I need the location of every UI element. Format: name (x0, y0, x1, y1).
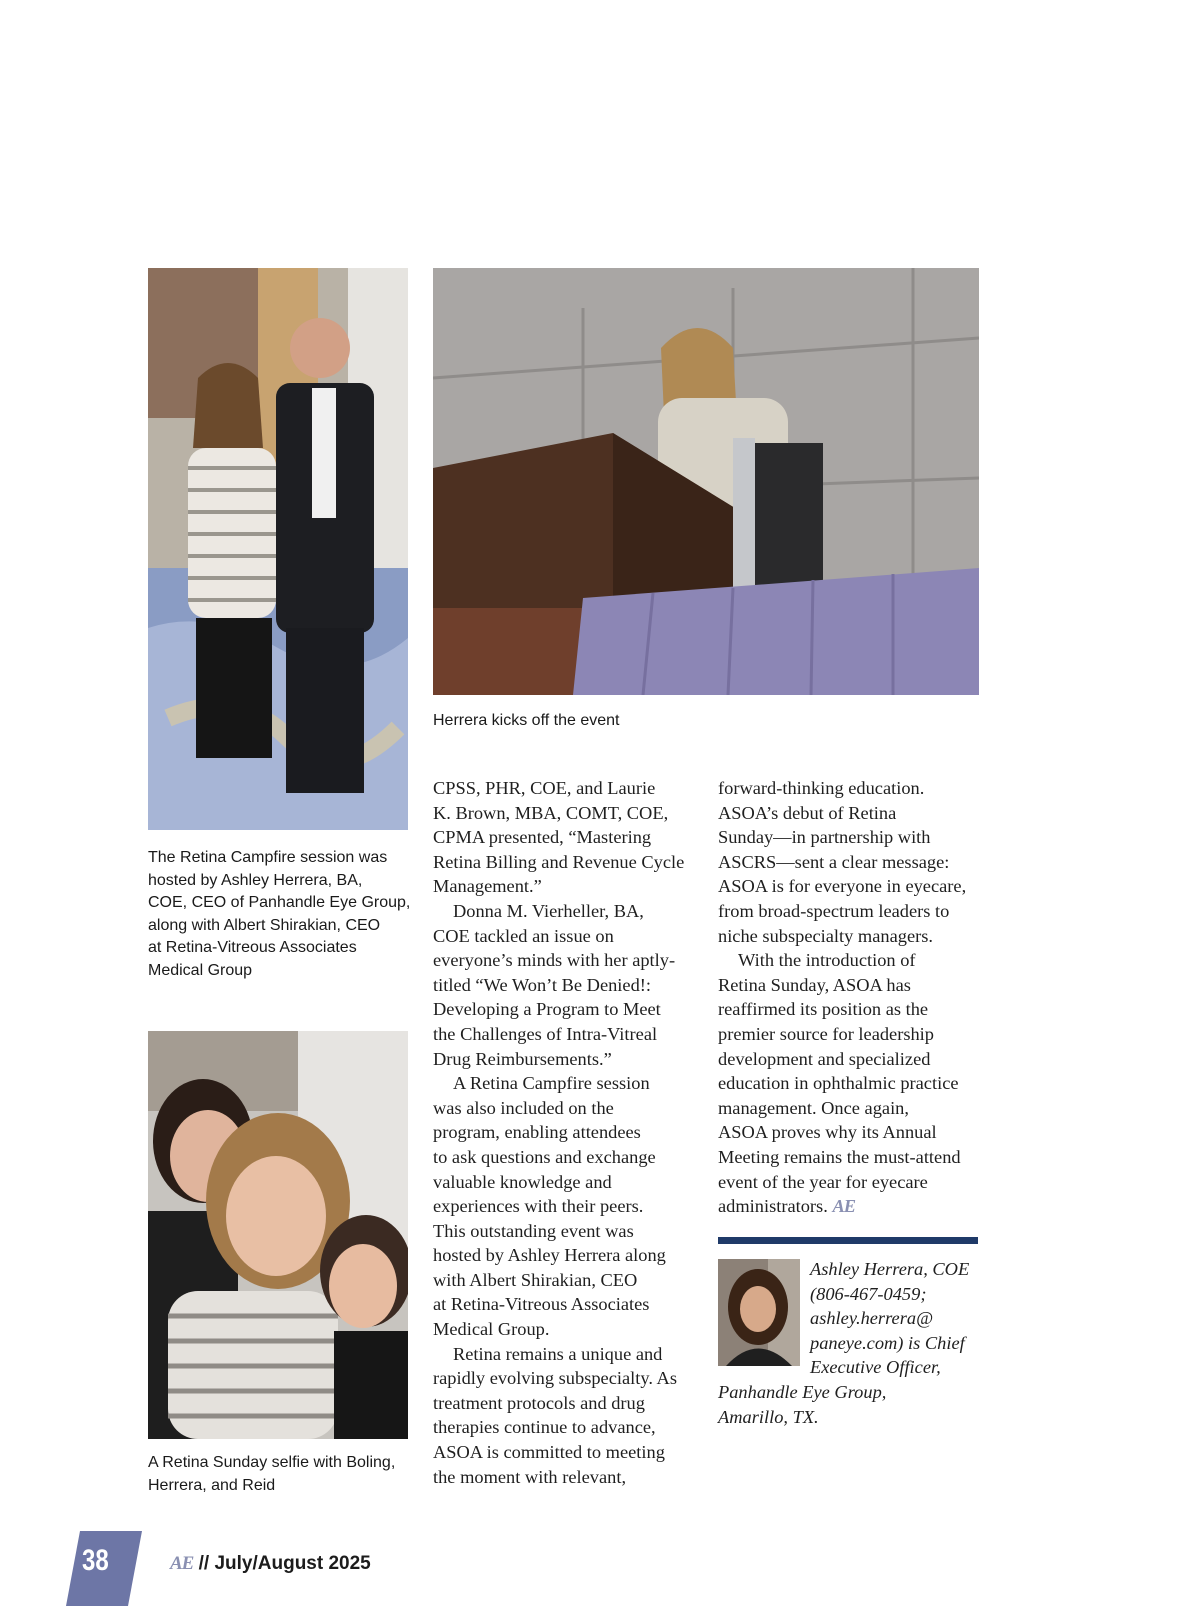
article-line: CPMA presented, “Mastering (433, 827, 652, 848)
caption-line: along with Albert Shirakian, CEO (148, 916, 381, 934)
article-line: This outstanding event was (433, 1220, 634, 1241)
author-bio (718, 1257, 980, 1429)
caption-line: hosted by Ashley Herrera, BA, (148, 871, 363, 889)
bio-line: Panhandle Eye Group, (718, 1381, 887, 1402)
ae-logo: AE (170, 1553, 194, 1574)
photo-retina-sunday-selfie (148, 1031, 408, 1439)
article-line: premier source for leadership (718, 1023, 934, 1044)
article-line: at Retina-Vitreous Associates (433, 1294, 650, 1315)
article-line: K. Brown, MBA, COMT, COE, (433, 802, 669, 823)
article-line: treatment protocols and drug (433, 1392, 645, 1413)
article-line: the Challenges of Intra-Vitreal (433, 1023, 658, 1044)
bio-line: paneye.com) is Chief (810, 1332, 965, 1353)
caption-selfie (148, 1452, 418, 1497)
article-line: was also included on the (433, 1097, 614, 1118)
caption-podium: Herrera kicks off the event (433, 712, 620, 729)
article-line: administrators. AE (718, 1196, 855, 1217)
article-line: to ask questions and exchange (433, 1146, 656, 1167)
article-line: valuable knowledge and (433, 1171, 612, 1192)
article-line: education in ophthalmic practice (718, 1073, 959, 1094)
article-line: Developing a Program to Meet (433, 999, 661, 1020)
article-line: therapies continue to advance, (433, 1417, 656, 1438)
end-mark: AE (832, 1196, 855, 1217)
article-line: reaffirmed its position as the (718, 999, 929, 1020)
bio-line: ashley.herrera@ (810, 1308, 933, 1329)
caption-campfire-session (148, 847, 418, 982)
article-line: With the introduction of (738, 950, 916, 971)
article-line: ASOA proves why its Annual (718, 1122, 937, 1143)
article-line: ASOA is committed to meeting (433, 1442, 665, 1463)
bio-line: Ashley Herrera, COE (810, 1259, 970, 1279)
article-line: everyone’s minds with her aptly- (433, 950, 676, 971)
caption-line: Herrera, and Reid (148, 1476, 276, 1494)
article-line: Sunday—in partnership with (718, 827, 931, 848)
author-headshot (718, 1259, 800, 1366)
article-line: Meeting remains the must-attend (718, 1146, 961, 1167)
caption-line: Medical Group (148, 961, 253, 979)
article-column-2 (718, 776, 988, 1219)
article-line: COE tackled an issue on (433, 925, 614, 946)
article-column-1 (433, 776, 708, 1489)
issue-date: // July/August 2025 (193, 1553, 371, 1574)
bio-line: Executive Officer, (810, 1357, 941, 1378)
bio-divider (718, 1237, 978, 1244)
article-line: forward-thinking education. (718, 778, 925, 798)
page-number: 38 (82, 1544, 109, 1577)
bio-line: Amarillo, TX. (718, 1406, 819, 1427)
article-line: program, enabling attendees (433, 1122, 641, 1143)
photo-podium-presenter (433, 268, 979, 695)
caption-line: A Retina Sunday selfie with Boling, (148, 1454, 396, 1471)
article-line: hosted by Ashley Herrera along (433, 1245, 666, 1266)
article-line: titled “We Won’t Be Denied!: (433, 974, 652, 995)
article-line: Medical Group. (433, 1319, 550, 1340)
article-line: experiences with their peers. (433, 1196, 644, 1217)
article-line: Retina remains a unique and (453, 1343, 663, 1364)
article-line: the moment with relevant, (433, 1466, 627, 1487)
caption-line: The Retina Campfire session was (148, 849, 388, 866)
article-line: Retina Billing and Revenue Cycle (433, 851, 685, 872)
article-line: Donna M. Vierheller, BA, (453, 900, 644, 921)
article-line: ASOA’s debut of Retina (718, 802, 897, 823)
article-line: Drug Reimbursements.” (433, 1048, 612, 1069)
article-line: Retina Sunday, ASOA has (718, 974, 911, 995)
footer-issue-line (170, 1553, 371, 1575)
article-line: ASCRS—sent a clear message: (718, 851, 950, 872)
article-line: A Retina Campfire session (453, 1073, 650, 1094)
caption-line: COE, CEO of Panhandle Eye Group, (148, 894, 411, 911)
article-line: ASOA is for everyone in eyecare, (718, 876, 967, 897)
article-line: with Albert Shirakian, CEO (433, 1269, 638, 1290)
bio-line: (806-467-0459; (810, 1283, 927, 1304)
photo-campfire-session (148, 268, 408, 830)
article-line: event of the year for eyecare (718, 1171, 928, 1192)
article-line: niche subspecialty managers. (718, 925, 933, 946)
article-line: Management.” (433, 876, 542, 897)
caption-line: at Retina-Vitreous Associates (148, 939, 357, 956)
article-line: rapidly evolving subspecialty. As (433, 1368, 677, 1389)
article-line: management. Once again, (718, 1097, 909, 1118)
article-line: development and specialized (718, 1048, 931, 1069)
article-line: from broad-spectrum leaders to (718, 900, 950, 921)
article-line: CPSS, PHR, COE, and Laurie (433, 778, 656, 798)
